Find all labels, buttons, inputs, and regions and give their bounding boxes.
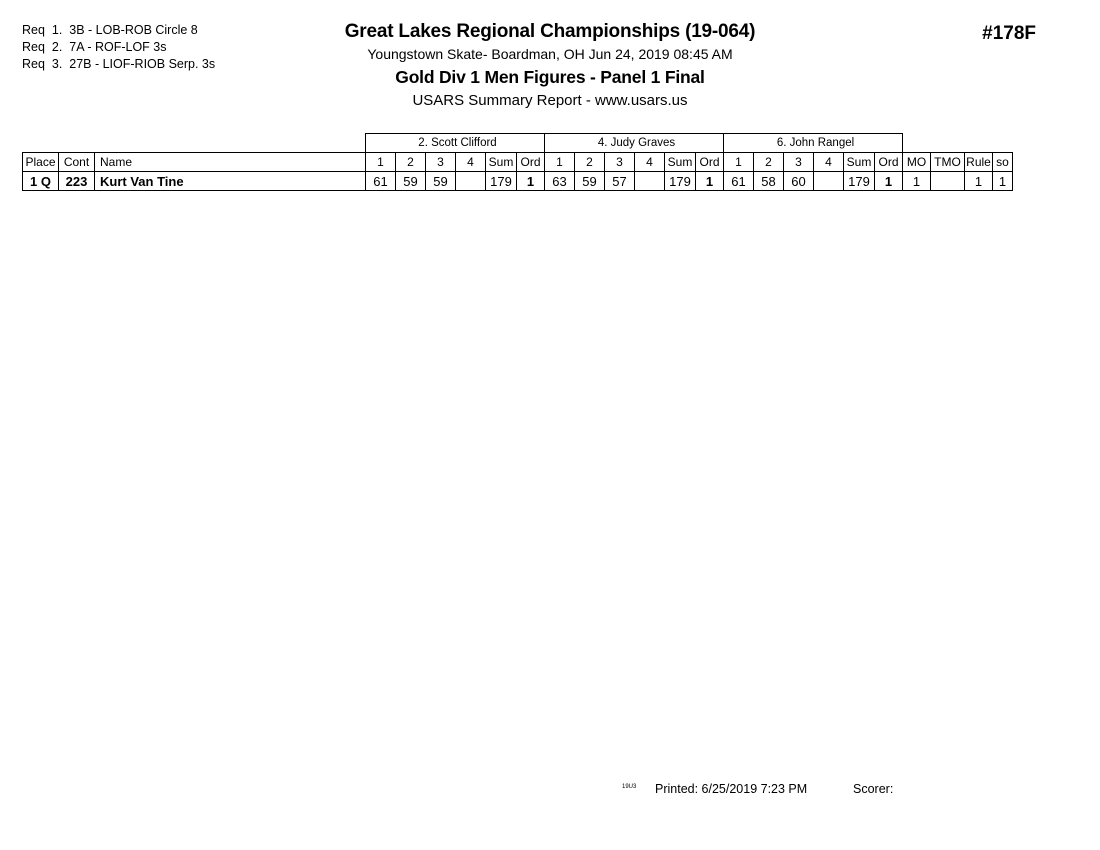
header-rule: Rule <box>965 153 993 172</box>
event-code: #178F <box>982 23 1036 44</box>
footer-printed: Printed: 6/25/2019 7:23 PM <box>655 782 808 796</box>
division-title: Gold Div 1 Men Figures - Panel 1 Final <box>395 67 705 87</box>
header-j2-score2: 2 <box>575 153 605 172</box>
header-j2-sum: Sum <box>665 153 696 172</box>
cell-j1-score2: 59 <box>396 172 426 191</box>
cell-j3-sum: 179 <box>844 172 875 191</box>
table-row <box>23 172 1013 191</box>
cell-rule: 1 <box>965 172 993 191</box>
cell-name: Kurt Van Tine <box>95 172 366 191</box>
header-j1-score1: 1 <box>366 153 396 172</box>
header-j1-sum: Sum <box>486 153 517 172</box>
spacer-tmo <box>931 134 965 153</box>
cell-place: 1 Q <box>23 172 59 191</box>
spacer-cont <box>59 134 95 153</box>
cell-j1-score3: 59 <box>426 172 456 191</box>
cell-j3-score4 <box>814 172 844 191</box>
spacer-name <box>95 134 366 153</box>
column-header-row <box>23 153 1013 172</box>
judge-header-2: 4. Judy Graves <box>545 134 724 153</box>
cell-so: 1 <box>993 172 1013 191</box>
cell-j3-ord: 1 <box>875 172 903 191</box>
cell-j1-score1: 61 <box>366 172 396 191</box>
header-j3-ord: Ord <box>875 153 903 172</box>
header-j2-score1: 1 <box>545 153 575 172</box>
spacer-so <box>993 134 1013 153</box>
page-title: Great Lakes Regional Championships (19-064) <box>344 21 756 42</box>
cell-tmo <box>931 172 965 191</box>
header-j1-score4: 4 <box>456 153 486 172</box>
cell-j2-score2: 59 <box>575 172 605 191</box>
requirement-line-2: Req 2. 7A - ROF-LOF 3s <box>22 40 167 54</box>
spacer-place <box>23 134 59 153</box>
footer-scorer: Scorer: <box>853 782 894 796</box>
header-j2-ord: Ord <box>696 153 724 172</box>
event-location-date: Youngstown Skate- Boardman, OH Jun 24, 2019 08:45 AM <box>367 46 733 62</box>
header-j3-score3: 3 <box>784 153 814 172</box>
spacer-rule <box>965 134 993 153</box>
footer-code: 19U3 <box>622 784 637 790</box>
header-so: so <box>993 153 1013 172</box>
header-tmo: TMO <box>931 153 965 172</box>
header-j1-score2: 2 <box>396 153 426 172</box>
cell-j3-score3: 60 <box>784 172 814 191</box>
cell-j2-sum: 179 <box>665 172 696 191</box>
cell-j1-ord: 1 <box>517 172 545 191</box>
header-j1-ord: Ord <box>517 153 545 172</box>
cell-cont: 223 <box>59 172 95 191</box>
requirement-line-1: Req 1. 3B - LOB-ROB Circle 8 <box>22 23 198 37</box>
cell-j2-ord: 1 <box>696 172 724 191</box>
cell-j1-score4 <box>456 172 486 191</box>
results-table <box>22 133 1013 191</box>
header-cont: Cont <box>59 153 95 172</box>
header-j3-score4: 4 <box>814 153 844 172</box>
header-j1-score3: 3 <box>426 153 456 172</box>
requirement-line-3: Req 3. 27B - LIOF-RIOB Serp. 3s <box>22 57 216 71</box>
judge-header-3: 6. John Rangel <box>724 134 903 153</box>
cell-j2-score1: 63 <box>545 172 575 191</box>
header-j3-score1: 1 <box>724 153 754 172</box>
cell-j1-sum: 179 <box>486 172 517 191</box>
header-j3-score2: 2 <box>754 153 784 172</box>
cell-j2-score4 <box>635 172 665 191</box>
report-header <box>0 20 1100 112</box>
header-j2-score3: 3 <box>605 153 635 172</box>
judge-header-row <box>23 134 1013 153</box>
cell-j3-score1: 61 <box>724 172 754 191</box>
cell-j3-score2: 58 <box>754 172 784 191</box>
header-mo: MO <box>903 153 931 172</box>
judge-header-1: 2. Scott Clifford <box>366 134 545 153</box>
cell-j2-score3: 57 <box>605 172 635 191</box>
header-j2-score4: 4 <box>635 153 665 172</box>
header-name: Name <box>95 153 366 172</box>
header-place: Place <box>23 153 59 172</box>
cell-mo: 1 <box>903 172 931 191</box>
spacer-mo <box>903 134 931 153</box>
header-j3-sum: Sum <box>844 153 875 172</box>
results-table-wrap <box>22 133 1013 191</box>
report-source: USARS Summary Report - www.usars.us <box>412 92 688 109</box>
